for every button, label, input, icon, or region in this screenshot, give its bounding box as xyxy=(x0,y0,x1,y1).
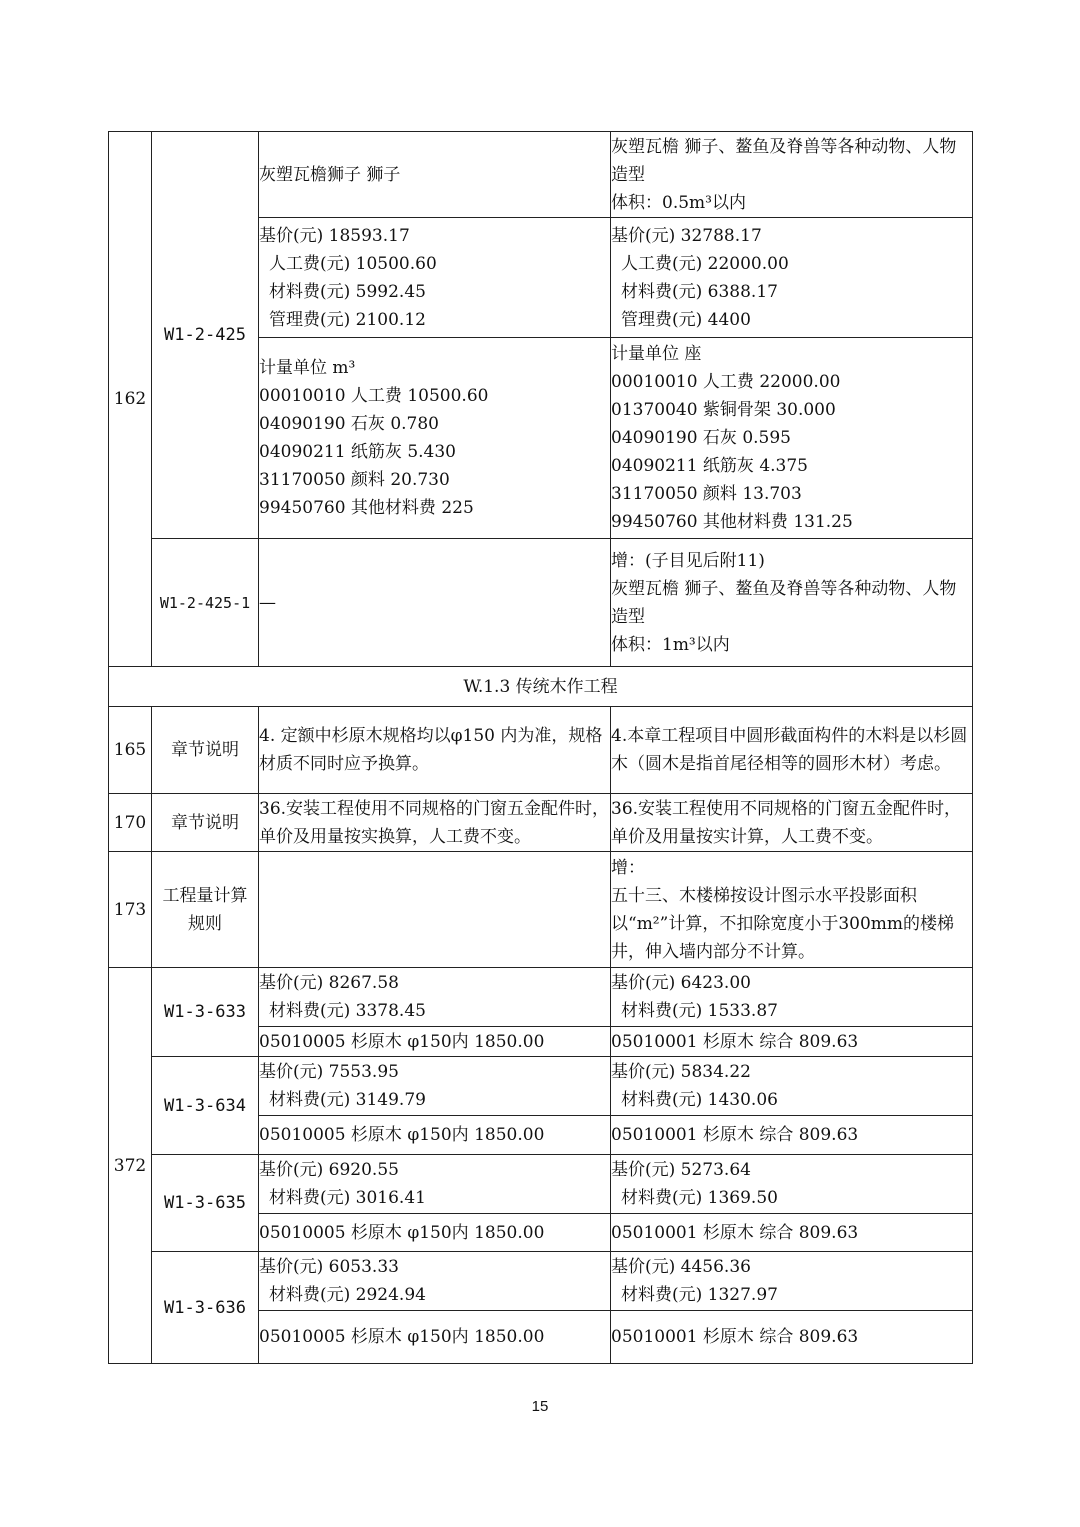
text-line: 31170050 颜料 13.703 xyxy=(611,484,802,504)
text-line: 04090190 石灰 0.595 xyxy=(611,428,792,448)
text-line: — xyxy=(259,592,276,613)
text-line: 基价(元) 8267.58 xyxy=(259,973,399,993)
text-line: 灰塑瓦檐 狮子、鳌鱼及脊兽等各种动物、人物造型 xyxy=(611,136,957,185)
original-text xyxy=(259,852,611,968)
text-line: 基价(元) 6423.00 xyxy=(611,973,751,993)
text-line: 05010005 杉原木 φ150内 1850.00 xyxy=(259,1222,545,1243)
text-line: 基价(元) 18593.17 xyxy=(259,225,410,246)
text-line: 材料费(元) 5992.45 xyxy=(269,281,426,302)
revised-text xyxy=(611,132,973,218)
revised-text xyxy=(611,1057,973,1116)
item-code: W1-3-635 xyxy=(152,1155,259,1252)
text-line: 体积：0.5m³以内 xyxy=(611,192,746,213)
row-label: 章节说明 xyxy=(152,707,259,794)
revised-text xyxy=(611,1116,973,1155)
original-text xyxy=(259,1027,611,1057)
text-line: 04090211 纸筋灰 4.375 xyxy=(611,456,809,476)
text-line: 05010001 杉原木 综合 809.63 xyxy=(611,1327,859,1347)
table-row xyxy=(109,968,973,1027)
text-line: 05010005 杉原木 φ150内 1850.00 xyxy=(259,1125,545,1145)
text-line: 计量单位 座 xyxy=(611,344,702,364)
text-line: 管理费(元) 4400 xyxy=(621,309,751,330)
text-line: 材料费(元) 1533.87 xyxy=(621,1001,778,1021)
original-text xyxy=(259,1116,611,1155)
row-number: 372 xyxy=(109,968,152,1364)
row-number: 162 xyxy=(109,132,152,667)
text-line: 05010001 杉原木 综合 809.63 xyxy=(611,1125,859,1145)
text-line: 36.安装工程使用不同规格的门窗五金配件时，单价及用量按实计算，人工费不变。 xyxy=(611,798,962,847)
original-text xyxy=(259,707,611,794)
text-line: 灰塑瓦檐 狮子、鳌鱼及脊兽等各种动物、人物造型 xyxy=(611,578,957,627)
text-line: 基价(元) 5834.22 xyxy=(611,1062,751,1082)
text-line: 五十三、木楼梯按设计图示水平投影面积以“m²”计算，不扣除宽度小于300mm的楼梯井，伸入墙内部分不计算。 xyxy=(611,885,955,962)
revised-text xyxy=(611,1155,973,1214)
text-line: 05010005 杉原木 φ150内 1850.00 xyxy=(259,1031,545,1052)
text-line: 材料费(元) 3149.79 xyxy=(269,1090,426,1110)
revised-text xyxy=(611,1027,973,1057)
item-code: W1-2-425 xyxy=(152,132,259,539)
text-line: 05010001 杉原木 综合 809.63 xyxy=(611,1222,859,1243)
text-line: 人工费(元) 22000.00 xyxy=(621,253,789,274)
text-line: 05010001 杉原木 综合 809.63 xyxy=(611,1031,859,1052)
text-line: 材料费(元) 1430.06 xyxy=(621,1090,778,1110)
original-text xyxy=(259,968,611,1027)
original-text xyxy=(259,1252,611,1311)
row-label: 章节说明 xyxy=(152,794,259,852)
item-code: W1-3-634 xyxy=(152,1057,259,1155)
table-row xyxy=(109,539,973,667)
table-row xyxy=(109,707,973,794)
revised-text xyxy=(611,852,973,968)
item-code: W1-2-425-1 xyxy=(152,539,259,667)
revised-text xyxy=(611,1311,973,1364)
table-row xyxy=(109,132,973,218)
text-line: 材料费(元) 3016.41 xyxy=(269,1188,426,1208)
revised-text xyxy=(611,707,973,794)
text-line: 99450760 其他材料费 225 xyxy=(259,498,474,518)
text-line: 04090211 纸筋灰 5.430 xyxy=(259,442,457,462)
text-line: 基价(元) 32788.17 xyxy=(611,225,762,246)
text-line: 4. 定额中杉原木规格均以φ150 内为准，规格材质不同时应予换算。 xyxy=(259,726,603,774)
row-number: 170 xyxy=(109,794,152,852)
original-text xyxy=(259,218,611,338)
text-line: 00010010 人工费 10500.60 xyxy=(259,386,489,406)
text-line: 基价(元) 5273.64 xyxy=(611,1160,751,1180)
table-row xyxy=(109,852,973,968)
row-number: 165 xyxy=(109,707,152,794)
revised-text xyxy=(611,968,973,1027)
text-line: 基价(元) 4456.36 xyxy=(611,1257,751,1277)
text-line: 材料费(元) 3378.45 xyxy=(269,1001,426,1021)
revised-text xyxy=(611,338,973,539)
text-line: 基价(元) 7553.95 xyxy=(259,1062,399,1082)
revised-text xyxy=(611,1252,973,1311)
table-row xyxy=(109,667,973,707)
text-line: 01370040 紫铜骨架 30.000 xyxy=(611,400,836,420)
original-text xyxy=(259,132,611,218)
text-line: 材料费(元) 6388.17 xyxy=(621,281,778,302)
original-text xyxy=(259,794,611,852)
text-line: 管理费(元) 2100.12 xyxy=(269,309,426,330)
item-code: W1-3-636 xyxy=(152,1252,259,1364)
original-text xyxy=(259,338,611,539)
revision-table xyxy=(108,131,973,1364)
revised-text xyxy=(611,794,973,852)
text-line: 材料费(元) 2924.94 xyxy=(269,1285,426,1305)
revised-text xyxy=(611,1214,973,1252)
text-line: 00010010 人工费 22000.00 xyxy=(611,372,841,392)
revised-text xyxy=(611,218,973,338)
text-line: 灰塑瓦檐狮子 狮子 xyxy=(259,164,401,185)
text-line: 体积：1m³以内 xyxy=(611,634,730,655)
table-row xyxy=(109,794,973,852)
text-line: 计量单位 m³ xyxy=(259,358,356,378)
original-text xyxy=(259,1155,611,1214)
text-line: 36.安装工程使用不同规格的门窗五金配件时，单价及用量按实换算，人工费不变。 xyxy=(259,798,610,847)
row-label: 工程量计算规则 xyxy=(152,852,259,968)
item-code: W1-3-633 xyxy=(152,968,259,1057)
table-row xyxy=(109,1155,973,1214)
text-line: 31170050 颜料 20.730 xyxy=(259,470,450,490)
text-line: 99450760 其他材料费 131.25 xyxy=(611,512,853,532)
revised-text xyxy=(611,539,973,667)
section-title: W.1.3 传统木作工程 xyxy=(109,667,973,707)
original-text xyxy=(259,1057,611,1116)
text-line: 人工费(元) 10500.60 xyxy=(269,253,437,274)
text-line: 05010005 杉原木 φ150内 1850.00 xyxy=(259,1327,545,1347)
original-text xyxy=(259,1214,611,1252)
page-number: 15 xyxy=(531,1398,549,1415)
table-row xyxy=(109,1057,973,1116)
text-line: 4.本章工程项目中圆形截面构件的木料是以杉圆木（圆木是指首尾径相等的圆形木材）考虑。 xyxy=(611,726,968,774)
row-number: 173 xyxy=(109,852,152,968)
text-line: 04090190 石灰 0.780 xyxy=(259,414,440,434)
text-line: 基价(元) 6920.55 xyxy=(259,1160,399,1180)
text-line: 材料费(元) 1327.97 xyxy=(621,1285,778,1305)
text-line: 增：(子目见后附11) xyxy=(611,550,765,571)
text-line: 基价(元) 6053.33 xyxy=(259,1257,399,1277)
table-row xyxy=(109,1252,973,1311)
original-text xyxy=(259,539,611,667)
text-line: 材料费(元) 1369.50 xyxy=(621,1188,778,1208)
text-line: 增： xyxy=(611,857,645,878)
original-text xyxy=(259,1311,611,1364)
